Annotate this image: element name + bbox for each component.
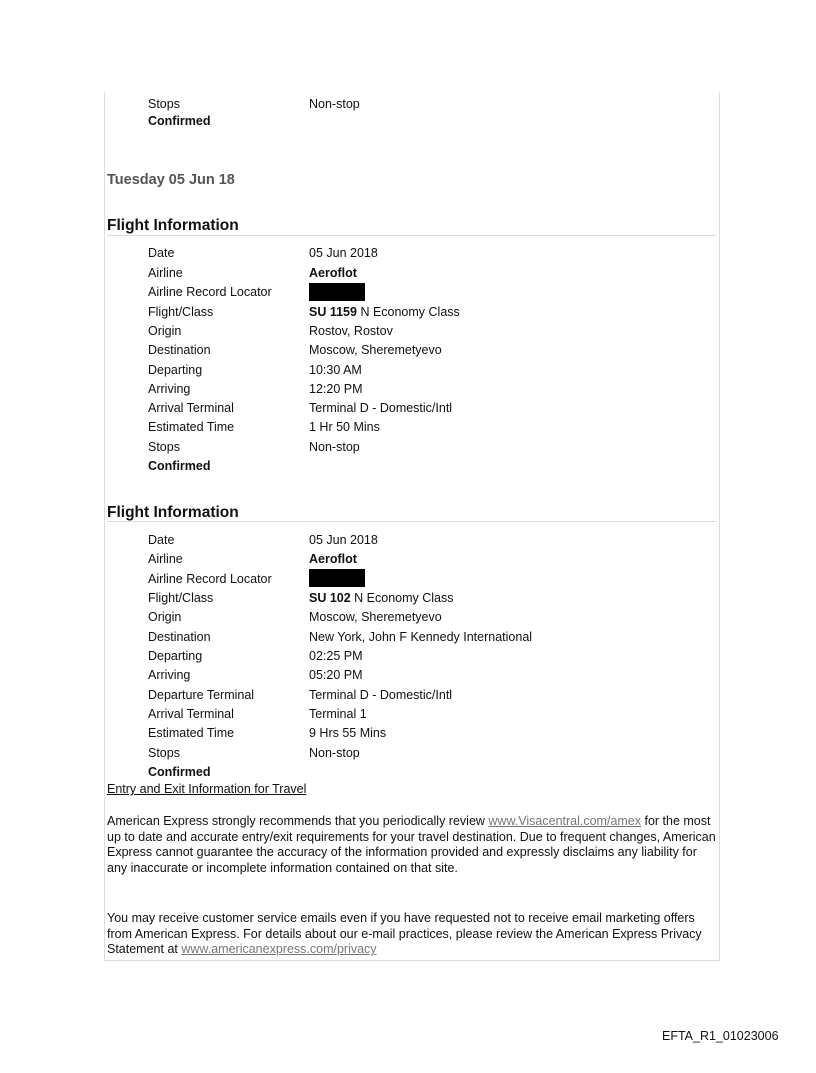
estimated-time-value: 1 Hr 50 Mins — [309, 420, 380, 434]
departing-value: 02:25 PM — [309, 649, 363, 663]
flight-1-heading: Flight Information — [107, 217, 239, 234]
departure-terminal-value: Terminal D - Domestic/Intl — [309, 688, 453, 702]
estimated-time-label: Estimated Time — [148, 420, 235, 434]
p1-text-start: American Express strongly recommends that you periodically review — [107, 814, 489, 828]
origin-label: Origin — [148, 324, 182, 338]
estimated-time-value: 9 Hrs 55 Mins — [309, 726, 387, 740]
status-confirmed: Confirmed — [148, 459, 211, 473]
arriving-label: Arriving — [148, 668, 191, 682]
flight-number: SU 1159 — [309, 305, 357, 319]
destination-label: Destination — [148, 343, 211, 357]
p1-text-end: for the most up to date and accurate entry/exit requirements for your travel destination. Due to frequent changes, American Express cannot guarantee the accuracy of the information provided and expressly disclaims any liability for any inaccurate or incomplete information contained on that site. — [107, 814, 716, 875]
document-id: EFTA_R1_01023006 — [662, 1029, 779, 1043]
flight-class-value — [309, 591, 454, 606]
flight-class-label: Flight/Class — [148, 591, 214, 605]
departing-label: Departing — [148, 363, 203, 377]
airline-label: Airline — [148, 266, 183, 280]
visacentral-link[interactable]: www.Visacentral.com/amex — [488, 814, 642, 828]
departing-label: Departing — [148, 649, 203, 663]
privacy-link[interactable]: www.americanexpress.com/privacy — [181, 942, 377, 956]
flight-2-divider — [107, 521, 716, 522]
stops-label: Stops — [148, 97, 180, 111]
record-locator-redacted — [309, 283, 365, 301]
airline-label: Airline — [148, 552, 183, 566]
flight-1-divider — [107, 235, 716, 236]
origin-value: Moscow, Sheremetyevo — [309, 610, 442, 624]
arrival-terminal-label: Arrival Terminal — [148, 401, 234, 415]
stops-value: Non-stop — [309, 746, 360, 760]
origin-value: Rostov, Rostov — [309, 324, 393, 338]
p2-text: You may receive customer service emails even if you have requested not to receive email marketing offers from American Express. For details about our e-mail practices, please review the American Express Privacy Statement at — [107, 911, 702, 956]
record-locator-label: Airline Record Locator — [148, 285, 272, 299]
status-confirmed: Confirmed — [148, 114, 211, 128]
arrival-terminal-label: Arrival Terminal — [148, 707, 234, 721]
record-locator-label: Airline Record Locator — [148, 572, 272, 586]
privacy-paragraph — [107, 911, 719, 958]
date-value: 05 Jun 2018 — [309, 533, 378, 547]
departing-value: 10:30 AM — [309, 363, 362, 377]
airline-value: Aeroflot — [309, 552, 357, 566]
entry-exit-paragraph — [107, 814, 719, 876]
date-label: Date — [148, 533, 175, 547]
date-label: Date — [148, 246, 175, 260]
flight-class: N Economy Class — [350, 591, 454, 605]
flight-class: N Economy Class — [356, 305, 460, 319]
arriving-value: 05:20 PM — [309, 668, 363, 682]
stops-label: Stops — [148, 440, 180, 454]
stops-value: Non-stop — [309, 97, 360, 111]
record-locator-redacted — [309, 569, 365, 587]
arriving-value: 12:20 PM — [309, 382, 363, 396]
estimated-time-label: Estimated Time — [148, 726, 235, 740]
arrival-terminal-value: Terminal 1 — [309, 707, 367, 721]
stops-label: Stops — [148, 746, 180, 760]
day-heading: Tuesday 05 Jun 18 — [107, 172, 235, 188]
flight-2-heading: Flight Information — [107, 504, 239, 521]
flight-number: SU 102 — [309, 591, 351, 605]
departure-terminal-label: Departure Terminal — [148, 688, 255, 702]
date-value: 05 Jun 2018 — [309, 246, 378, 260]
entry-exit-heading: Entry and Exit Information for Travel — [107, 782, 307, 796]
airline-value: Aeroflot — [309, 266, 357, 280]
destination-value: Moscow, Sheremetyevo — [309, 343, 442, 357]
destination-label: Destination — [148, 630, 211, 644]
flight-class-label: Flight/Class — [148, 305, 214, 319]
arrival-terminal-value: Terminal D - Domestic/Intl — [309, 401, 453, 415]
flight-class-value — [309, 305, 460, 320]
stops-value: Non-stop — [309, 440, 360, 454]
status-confirmed: Confirmed — [148, 765, 211, 779]
origin-label: Origin — [148, 610, 182, 624]
destination-value: New York, John F Kennedy International — [309, 630, 533, 644]
arriving-label: Arriving — [148, 382, 191, 396]
